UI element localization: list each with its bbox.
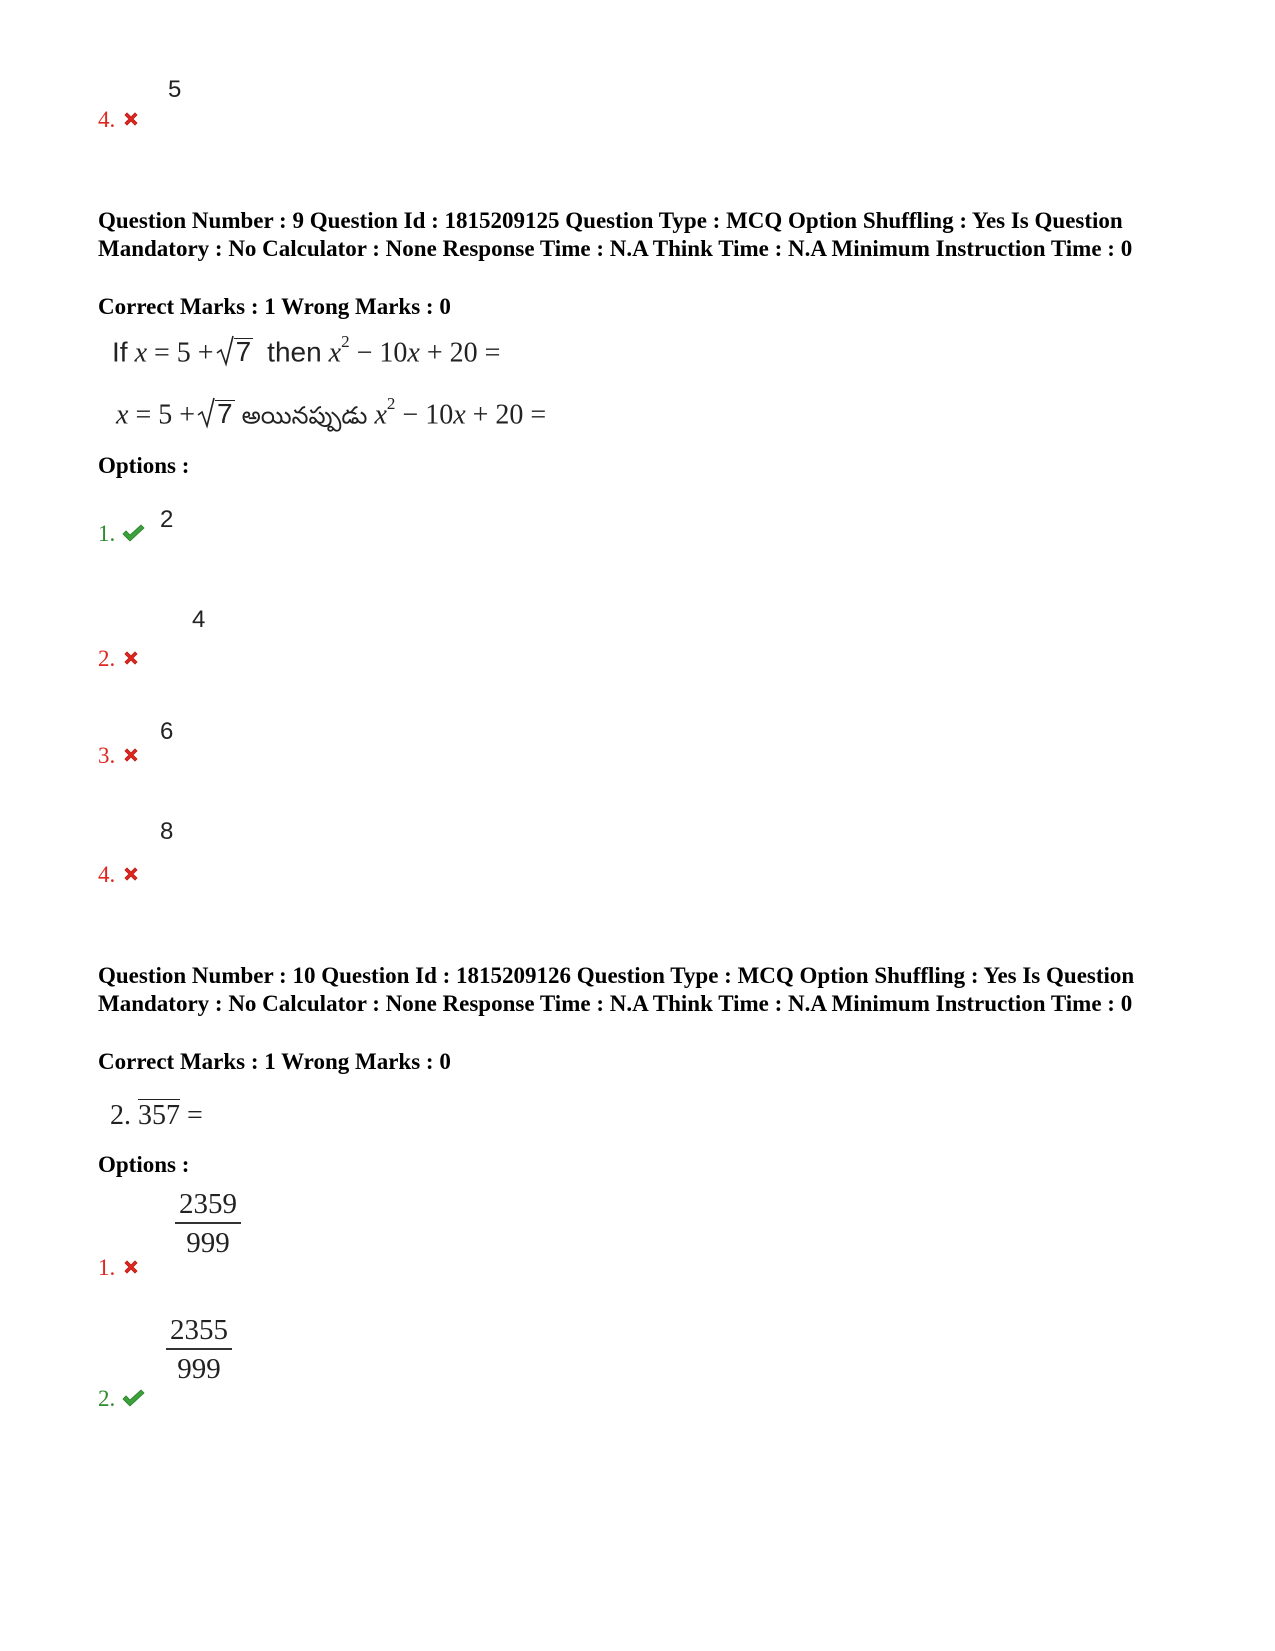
cross-icon [121,648,141,668]
question-stem-english [112,332,501,369]
stem-expression: = 5 + [135,399,196,431]
option-value: 6 [160,718,174,745]
stem-word: If [112,336,128,368]
fraction-denominator: 999 [177,1353,221,1385]
stem-word-telugu: అయినప్పుడు [241,403,368,430]
stem-expression: + 20 = [426,337,501,369]
option-value: 8 [160,818,174,845]
square-root [216,337,254,369]
stem-expression: + 20 = [472,399,547,431]
check-icon [121,523,145,543]
stem-variable: x [134,337,147,369]
option-number-label: 3. [98,743,116,768]
option-number-label: 1. [98,521,116,546]
stem-variable: x [453,399,466,431]
fraction-denominator: 999 [186,1227,230,1259]
option-number-label: 4. [98,862,116,887]
question-stem-telugu [116,394,547,435]
cross-icon [121,1257,141,1277]
check-icon [121,1388,145,1408]
stem-variable: x [374,399,387,431]
option-number [98,645,141,673]
fraction-numerator: 2355 [166,1314,232,1350]
radicand: 7 [217,398,233,430]
option-number [98,742,141,770]
repeating-digits: 357 [138,1100,180,1131]
option-number-label: 1. [98,1255,116,1280]
question-stem [110,1100,203,1132]
option-value: 4 [192,606,206,633]
cross-icon [121,864,141,884]
question-meta: Question Number : 9 Question Id : 1815209125 Question Type : MCQ Option Shuffling : Yes Is Question Mandatory : No Calculator : None Response Time : N.A Think Time : N.A Minimum Instruction Time : 0 [98,208,1133,261]
stem-expression: − 10 [402,399,454,431]
cross-icon [121,745,141,765]
exponent: 2 [386,394,396,413]
cross-icon [121,109,141,129]
option-number-label: 2. [98,646,116,671]
option-fraction [175,1188,241,1258]
stem-equals: = [187,1100,203,1131]
stem-expression: = 5 + [154,337,214,369]
option-fraction [166,1314,232,1384]
option-number [98,520,145,548]
options-label: Options : [98,453,190,478]
radicand: 7 [235,336,252,368]
stem-integer: 2. [110,1100,131,1131]
option-number-label: 4. [98,107,116,132]
option-number [98,1385,145,1413]
stem-variable: x [407,337,420,369]
option-value: 5 [168,76,182,103]
option-value: 2 [160,506,174,533]
question-meta: Question Number : 10 Question Id : 1815209126 Question Type : MCQ Option Shuffling : Yes Is Question Mandatory : No Calculator : None Response Time : N.A Think Time : N.A Minimum Instruction Time : 0 [98,963,1135,1016]
exponent: 2 [341,332,350,351]
option-number [98,106,141,134]
option-number [98,861,141,889]
fraction-numerator: 2359 [175,1188,241,1224]
stem-word: then [267,336,322,368]
question-marks: Correct Marks : 1 Wrong Marks : 0 [98,1049,451,1074]
stem-variable: x [116,399,129,431]
option-number-label: 2. [98,1386,116,1411]
square-root [197,399,235,431]
stem-variable: x [328,337,342,369]
question-marks: Correct Marks : 1 Wrong Marks : 0 [98,294,451,319]
stem-expression: − 10 [356,337,408,369]
options-label: Options : [98,1152,190,1177]
option-number [98,1254,141,1282]
